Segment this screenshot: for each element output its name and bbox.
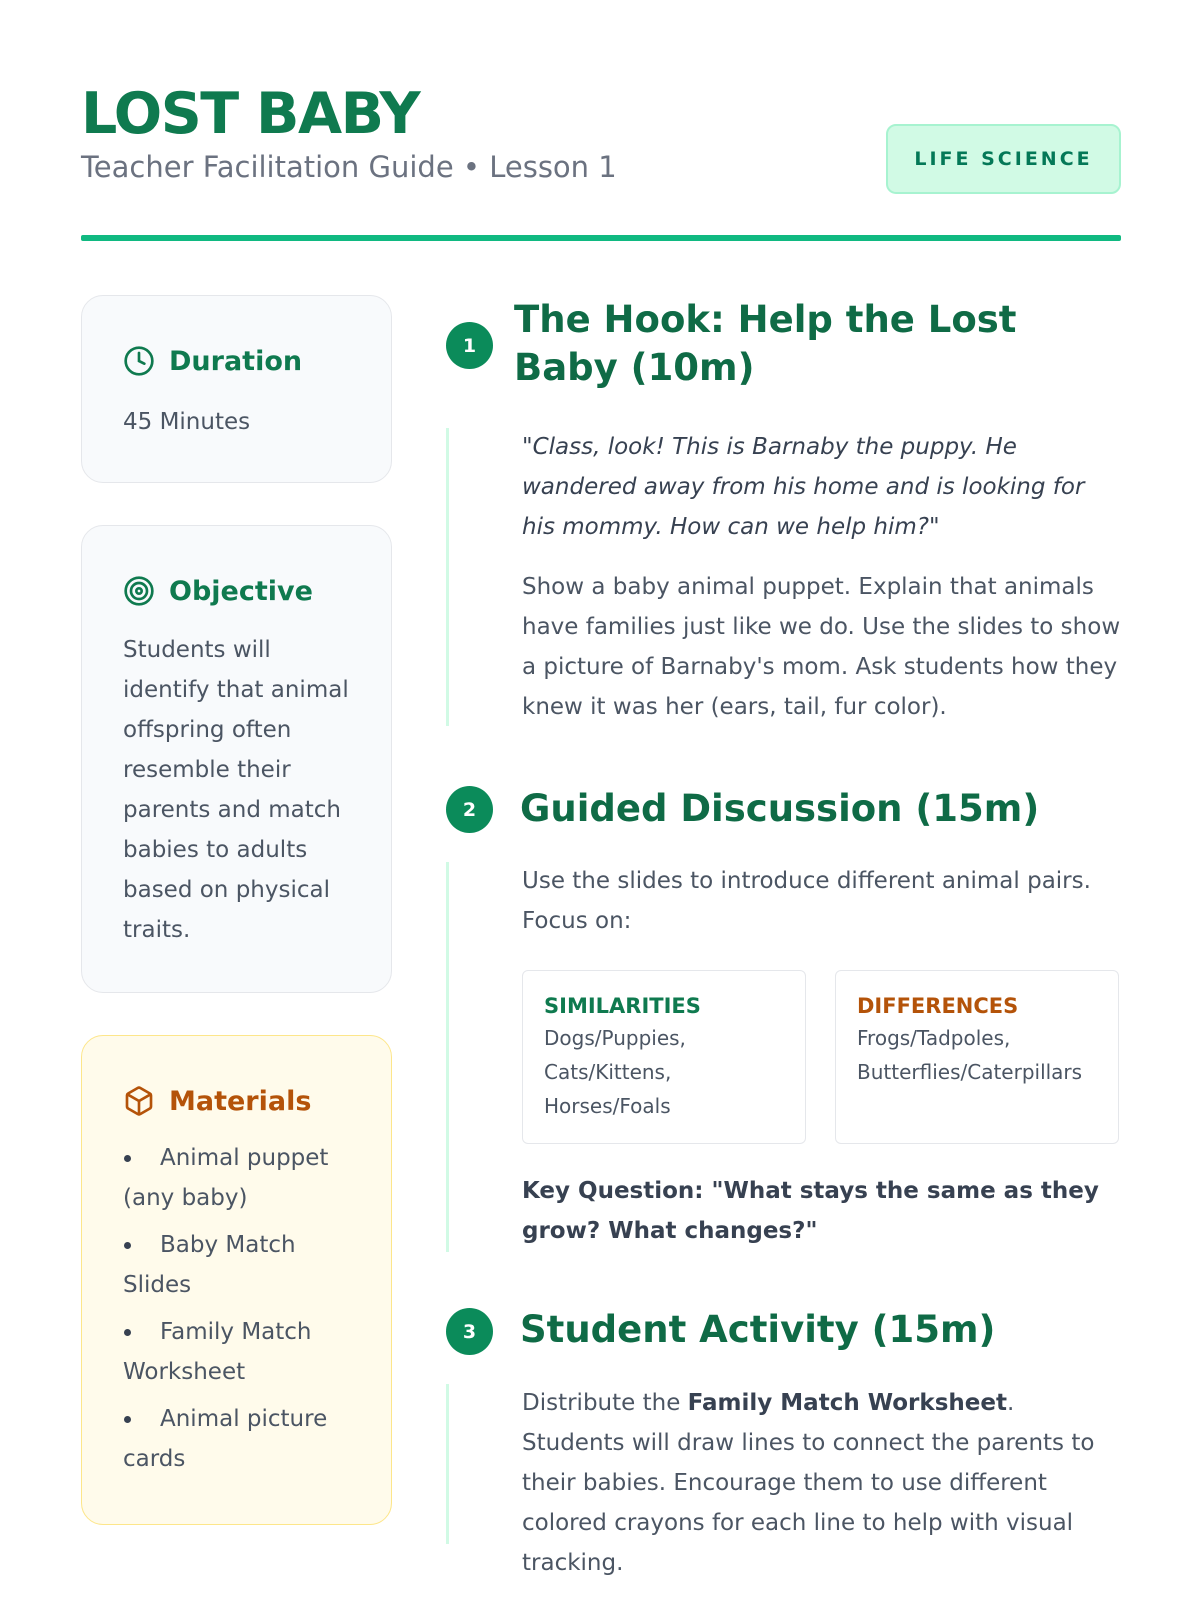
objective-header <box>123 572 357 610</box>
subject-badge: LIFE SCIENCE <box>886 124 1121 194</box>
objective-title: Objective <box>169 575 313 607</box>
differences-box <box>835 970 1119 1144</box>
objective-card <box>81 525 392 993</box>
differences-title: DIFFERENCES <box>857 994 1019 1018</box>
step-2-section <box>446 0 1122 1255</box>
materials-item: Animal picture cards <box>123 1399 357 1479</box>
step-2-number: 2 <box>446 786 493 833</box>
duration-header <box>123 342 357 380</box>
step-3-text-start: Distribute the <box>522 1390 688 1416</box>
step-3-text <box>522 1383 1122 1583</box>
clock-icon <box>123 345 155 377</box>
step-2-title: Guided Discussion (15m) <box>520 787 1040 830</box>
step-3-text-end: . Students will draw lines to connect the parents to their babies. Encourage them to use different colored crayons for each line to help with visual tracking. <box>522 1390 1095 1576</box>
step-3-title: Student Activity (15m) <box>520 1308 996 1351</box>
page-title: LOST BABY <box>81 81 420 147</box>
materials-card <box>81 1035 392 1525</box>
key-question: Key Question: "What stays the same as they grow? What changes?" <box>522 1178 1099 1244</box>
duration-card <box>81 295 392 483</box>
materials-list <box>123 1138 357 1479</box>
materials-item: Animal puppet (any baby) <box>123 1138 357 1218</box>
step-2-rail <box>446 862 449 1252</box>
box-icon <box>123 1085 155 1117</box>
materials-item: Family Match Worksheet <box>123 1312 357 1392</box>
duration-title: Duration <box>169 345 303 377</box>
target-icon <box>123 575 155 607</box>
similarities-title: SIMILARITIES <box>544 994 701 1018</box>
step-1-quote: "Class, look! This is Barnaby the puppy. He wandered away from his home and is looking for his mommy. How can we help him?" <box>522 434 1085 540</box>
step-1-number: 1 <box>446 322 493 369</box>
similarities-text: Dogs/Puppies, Cats/Kittens, Horses/Foals <box>544 1026 686 1118</box>
materials-item: Baby Match Slides <box>123 1225 357 1305</box>
step-3-section <box>446 1300 1122 1576</box>
page-subtitle: Teacher Facilitation Guide • Lesson 1 <box>81 150 617 184</box>
step-3-rail <box>446 1384 449 1544</box>
step-1-title: The Hook: Help the Lost Baby (10m) <box>514 298 1017 389</box>
step-3-number: 3 <box>446 1308 493 1355</box>
materials-title: Materials <box>169 1085 312 1117</box>
step-2-text: Use the slides to introduce different animal pairs. Focus on: <box>522 868 1091 934</box>
duration-value: 45 Minutes <box>123 409 251 435</box>
similarities-box <box>522 970 806 1144</box>
differences-text: Frogs/Tadpoles, Butterflies/Caterpillars <box>857 1026 1083 1084</box>
materials-header <box>123 1082 357 1120</box>
worksheet-name: Family Match Worksheet <box>687 1390 1007 1416</box>
objective-text: Students will identify that animal offspring often resemble their parents and match babies to adults based on physical traits. <box>123 637 349 943</box>
step-1-text: Show a baby animal puppet. Explain that animals have families just like we do. Use the slides to show a picture of Barnaby's mom. Ask students how they knew it was her (ears, tail, fur color). <box>522 574 1121 720</box>
